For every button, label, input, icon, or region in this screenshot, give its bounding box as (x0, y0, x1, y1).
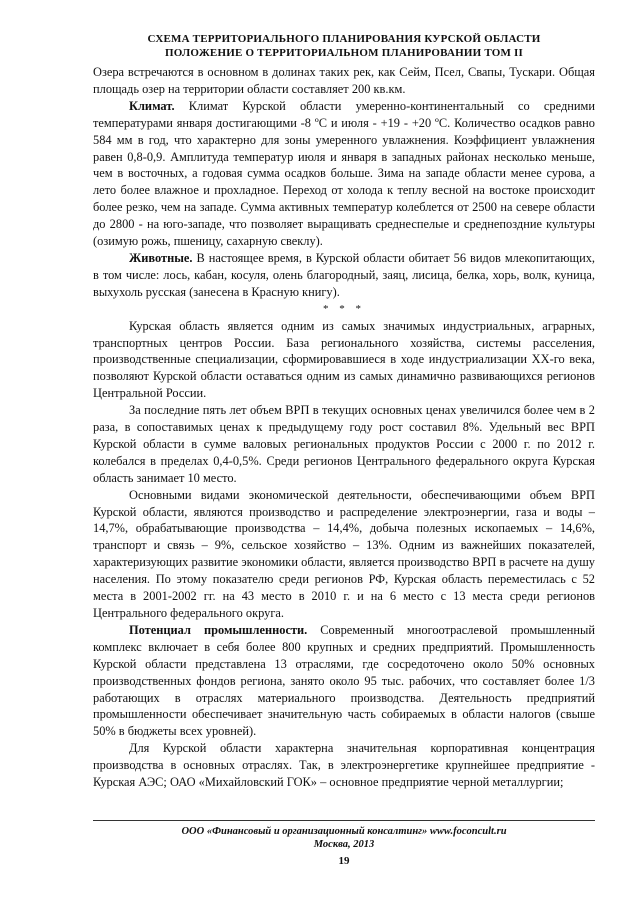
section-separator: * * * (323, 302, 365, 315)
industry-heading: Потенциал промышленности. (129, 622, 308, 637)
animals-text: В настоящее время, в Курской области обитает 56 видов млекопитающих, в том числе: лось, кабан, косуля, олень благородный, заяц, лисица, белка, хорь, волк, куница, выхухоль русская (занесена в Красную книгу). (93, 250, 595, 299)
paragraph-grp: За последние пять лет объем ВРП в текущих основных ценах увеличился более чем в 2 раза, в сопоставимых ценах к предыдущему году рост составил 8%. Удельный вес ВРП Курской области в сумме валовых региональных продуктов России с 2000 г. по 2012 г. колебался в пределах 0,4-0,5%. Среди регионов Центрального федерального округа Курская область занимает 10 место. (93, 403, 595, 485)
footer-city-year: Москва, 2013 (313, 839, 375, 850)
paragraph-industry (93, 622, 595, 740)
header-subtitle: ПОЛОЖЕНИЕ О ТЕРРИТОРИАЛЬНОМ ПЛАНИРОВАНИИ ТОМ II (165, 47, 523, 59)
paragraph-animals (93, 250, 595, 301)
footer-company: ООО «Финансовый и организационный консалтинг» www.foconcult.ru (181, 826, 507, 837)
footer-divider (93, 820, 595, 821)
document-body (93, 64, 595, 791)
paragraph-climate (93, 98, 595, 250)
climate-text: Климат Курской области умеренно-континентальный со средними температурами января достигающими -8 ºС и июля - +19 - +20 ºС. Количество осадков равно 584 мм в год, что характерно для зоны умеренного увлажнения. Коэффициент увлажнения равен 0,8-0,9. Амплитуда температур июля и января в западных районах несколько меньше, чем в восточных, а годовая сумма осадков больше. Зима на западе области менее сурова, а лето более влажное и прохладное. Переход от холода к теплу весной на востоке происходит более резко, чем на западе. Сумма активных температур колеблется от 2500 на севере области до 2800 - на юго-западе, что позволяет выращивать среднеспелые и среднепоздние культуры (озимую рожь, пшеницу, сахарную свеклу). (93, 98, 595, 249)
header-title: СХЕМА ТЕРРИТОРИАЛЬНОГО ПЛАНИРОВАНИЯ КУРСКОЙ ОБЛАСТИ (147, 33, 541, 45)
industry-text: Современный многоотраслевой промышленный комплекс включает в себя более 800 крупных и средних предприятий. Промышленность Курской области представлена 13 отраслями, где сосредоточено около 50% основных производственных фондов региона, занято около 95 тыс. рабочих, что составляет более 1/3 работающих в отраслях материального производства. Деятельность предприятий промышленности обеспечивает значительную часть собираемых в области налогов (свыше 50% в бюджеты всех уровней). (93, 622, 595, 739)
document-page (93, 32, 595, 791)
paragraph-economic-activities: Основными видами экономической деятельности, обеспечивающими объем ВРП Курской области, являются производство и распределение электроэнергии, газа и воды – 14,7%, обрабатывающие производства – 14,4%, добыча полезных ископаемых – 14,6%, транспорт и связь – 9%, сельское хозяйство – 13%. Одним из важнейших показателей, характеризующих развитие экономики области, является производство ВРП в расчете на душу населения. По этому показателю среди регионов РФ, Курская область переместилась с 52 места в 2001-2002 гг. на 43 место в 2010 г. и на 6 место с 13 места среди регионов Центрального федерального округа. (93, 487, 595, 620)
animals-heading: Животные. (129, 250, 193, 265)
climate-heading: Климат. (129, 98, 175, 113)
paragraph-region-overview: Курская область является одним из самых значимых индустриальных, аграрных, транспортных центров России. База регионального хозяйства, системы расселения, производственные специализации, сформировавшиеся в ходе индустриализации XX-го века, позволяют Курской области оставаться одним из самых динамично развивающихся регионов Центральной России. (93, 318, 595, 401)
paragraph-lakes: Озера встречаются в основном в долинах таких рек, как Сейм, Псел, Свапы, Тускари. Общая площадь озер на территории области составляет 200 кв.км. (93, 65, 595, 96)
document-header (93, 32, 595, 60)
page-number: 19 (338, 855, 350, 867)
paragraph-concentration: Для Курской области характерна значительная корпоративная концентрация производства в основных отраслях. Так, в электроэнергетике крупнейшее предприятие - Курская АЭС; ОАО «Михайловский ГОК» – основное предприятие черной металлургии; (93, 741, 595, 790)
document-footer (93, 825, 595, 851)
